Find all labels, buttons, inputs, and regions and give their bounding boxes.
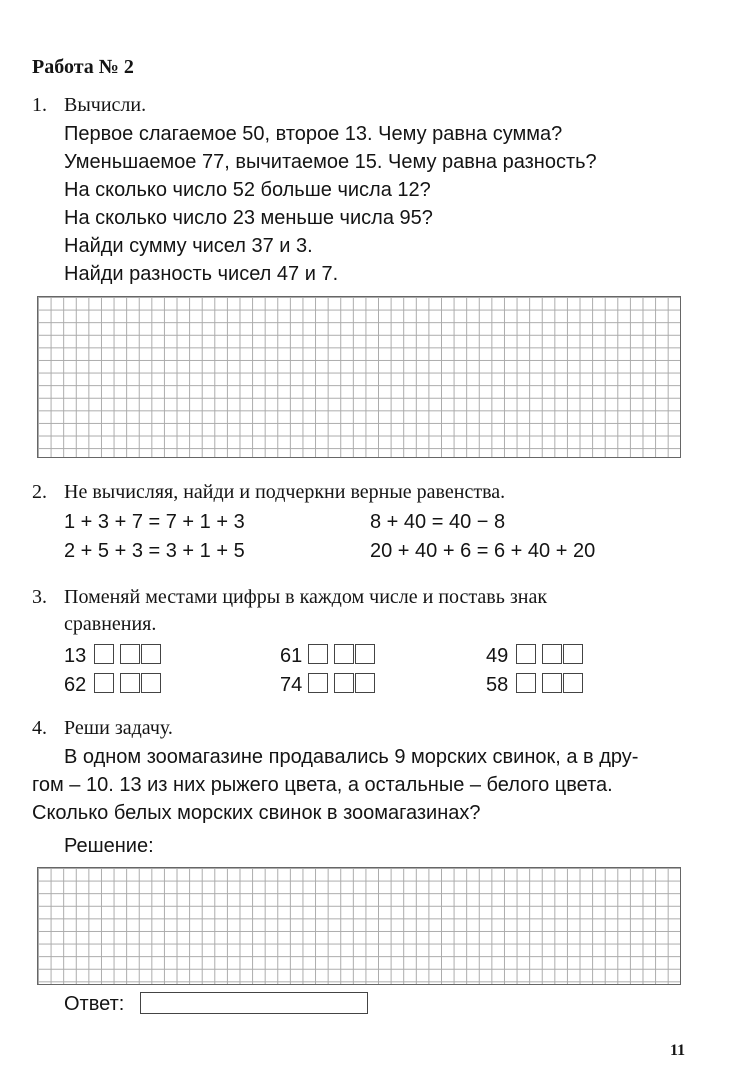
answer-field[interactable] [140,992,368,1014]
equation[interactable]: 20 + 40 + 6 = 6 + 40 + 20 [370,540,596,562]
problem-text-line: гом – 10. 13 из них рыжего цвета, а остальные – белого цвета. [32,774,613,796]
task-3-heading: Поменяй местами цифры в каждом числе и поставь знак [64,586,548,608]
comparison-number: 62 [64,674,87,696]
task-1-line: Найди разность чисел 47 и 7. [64,263,339,285]
comparison-boxes[interactable] [516,644,584,664]
solution-label: Решение: [64,835,154,857]
comparison-boxes[interactable] [94,644,162,664]
task-1-line: Найди сумму чисел 37 и 3. [64,235,313,257]
task-1-heading: Вычисли. [64,94,147,116]
problem-text-line: Сколько белых морских свинок в зоомагазинах? [32,802,481,824]
comparison-boxes[interactable] [308,673,376,693]
comparison-number: 49 [486,645,509,667]
comparison-number: 58 [486,674,509,696]
task-3-number: 3. [32,586,47,608]
task-4-solution-grid[interactable] [37,867,681,985]
task-1-line: На сколько число 23 меньше числа 95? [64,207,433,229]
task-1-line: Первое слагаемое 50, второе 13. Чему равна сумма? [64,123,563,145]
page-title: Работа № 2 [32,56,134,78]
task-3-heading-cont: сравнения. [64,613,157,635]
answer-label: Ответ: [64,993,125,1015]
equation[interactable]: 8 + 40 = 40 − 8 [370,511,506,533]
comparison-boxes[interactable] [308,644,376,664]
page-number: 11 [670,1042,686,1059]
task-1-number: 1. [32,94,47,116]
comparison-number: 61 [280,645,303,667]
comparison-boxes[interactable] [94,673,162,693]
equation[interactable]: 2 + 5 + 3 = 3 + 1 + 5 [64,540,245,562]
task-2-heading: Не вычисляя, найди и подчеркни верные равенства. [64,481,506,503]
task-4-heading: Реши задачу. [64,717,173,739]
task-1-line: На сколько число 52 больше числа 12? [64,179,431,201]
comparison-number: 74 [280,674,303,696]
equation[interactable]: 1 + 3 + 7 = 7 + 1 + 3 [64,511,245,533]
task-1-answer-grid[interactable] [37,296,681,458]
task-4-number: 4. [32,717,47,739]
comparison-boxes[interactable] [516,673,584,693]
task-2-number: 2. [32,481,47,503]
problem-text-line: В одном зоомагазине продавались 9 морских свинок, а в дру- [64,746,639,768]
comparison-number: 13 [64,645,87,667]
task-1-line: Уменьшаемое 77, вычитаемое 15. Чему равна разность? [64,151,597,173]
